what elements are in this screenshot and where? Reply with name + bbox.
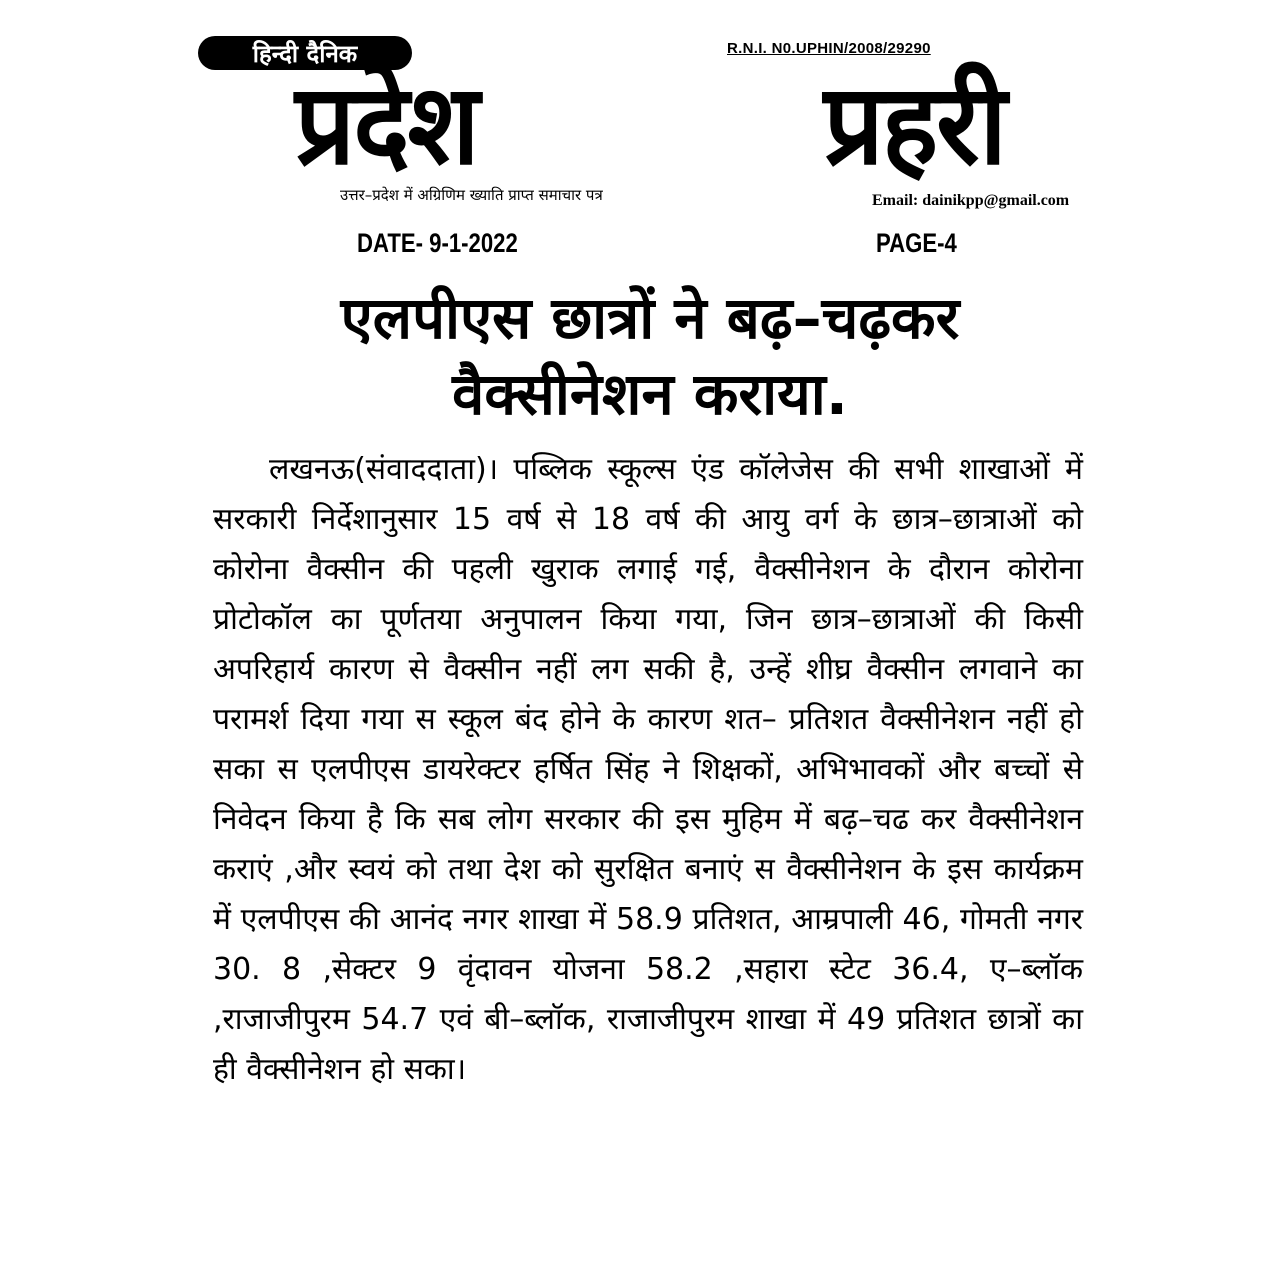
newspaper-type-badge: हिन्दी दैनिक [198,36,412,70]
headline-line-2: वैक्सीनेशन कराया. [452,360,848,428]
article-body: लखनऊ(संवाददाता)। पब्लिक स्कूल्स एंड कॉलेजेस की सभी शाखाओं में सरकारी निर्देशानुसार 15 वर्ष से 18 वर्ष की आयु वर्ग के छात्र–छात्राओं को कोरोना वैक्सीन की पहली खुराक लगाई गई, वैक्सीनेशन के दौरान कोरोना प्रोटोकॉल का पूर्णतया अनुपालन किया गया, जिन छात्र–छात्राओं की किसी अपरिहार्य कारण से वैक्सीन नहीं लग सकी है, उन्हें शीघ्र वैक्सीन लगवाने का परामर्श दिया गया स स्कूल बंद होने के कारण शत– प्रतिशत वैक्सीनेशन नहीं हो सका स एलपीएस डायरेक्टर हर्षित सिंह ने शिक्षकों, अभिभावकों और बच्चों से निवेदन किया है कि सब लोग सरकार की इस मुहिम में बढ़–चढ कर वैक्सीनेशन कराएं ,और स्वयं को तथा देश को सुरक्षित बनाएं स वैक्सीनेशन के इस कार्यक्रम में एलपीएस की आनंद नगर शाखा में 58.9 प्रतिशत, आम्रपाली 46, गोमती नगर 30. 8 ,सेक्टर 9 वृंदावन योजना 58.2 ,सहारा स्टेट 36.4, ए–ब्लॉक ,राजाजीपुरम 54.7 एवं बी–ब्लॉक, राजाजीपुरम शाखा में 49 प्रतिशत छात्रों का ही वैक्सीनेशन हो सका। [213,452,1083,1087]
issue-date: DATE- 9-1-2022 [357,228,518,258]
contact-email: Email: dainikpp@gmail.com [872,192,1070,209]
article-headline [240,280,1060,432]
page-number: PAGE-4 [876,228,957,258]
newspaper-tagline: उत्तर–प्रदेश में अग्रिणिम ख्याति प्राप्त समाचार पत्र [340,186,603,204]
rni-number: R.N.I. N0.UPHIN/2008/29290 [727,40,931,57]
newspaper-title [295,57,1005,194]
headline-line-1: एलपीएस छात्रों ने बढ़–चढ़कर [340,284,960,352]
title-word-prahari: प्रहरी [823,59,1005,190]
title-word-pradesh: प्रदेश [295,59,478,190]
